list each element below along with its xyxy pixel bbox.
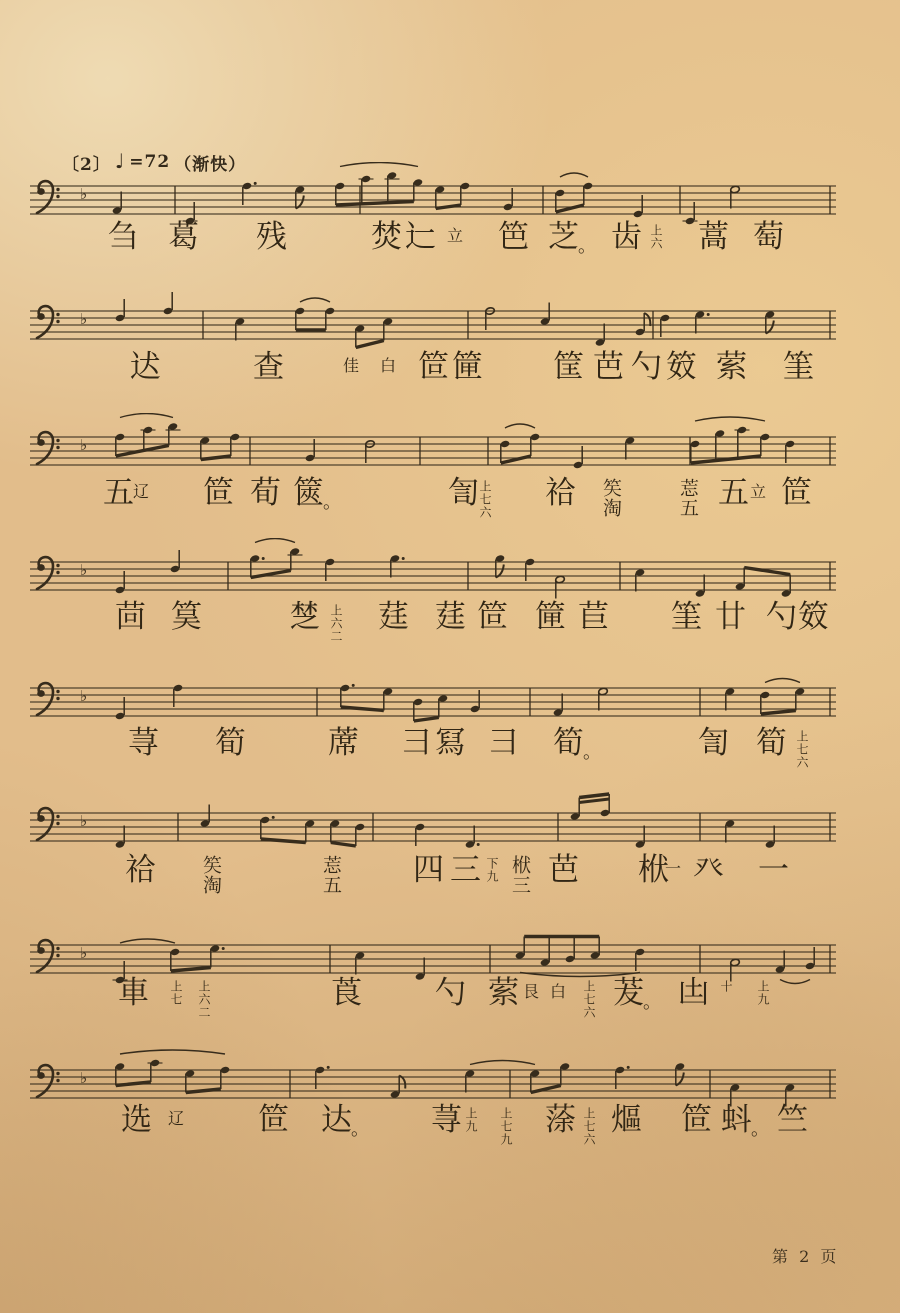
augmentation-dot <box>477 843 480 846</box>
jianzipu-glyph: 笸 <box>203 475 234 511</box>
beam <box>579 794 609 798</box>
jianzipu-glyph: 立 <box>750 482 767 501</box>
augmentation-dot <box>272 816 275 819</box>
jianzipu-glyph: 三 <box>450 852 481 888</box>
phrase-period: 。 <box>351 1119 369 1140</box>
eighth-note <box>210 944 225 952</box>
quarter-note <box>725 819 735 842</box>
finger-position-annotation: 上七六 <box>582 1107 596 1146</box>
beam <box>336 202 414 206</box>
jianzipu-glyph: 残 <box>256 219 287 255</box>
jianzipu-glyph: 立 <box>447 226 464 245</box>
quarter-note-icon: ♩ <box>114 149 126 173</box>
quarter-note <box>200 805 210 828</box>
note-flag <box>644 313 650 326</box>
beam <box>331 843 356 847</box>
flat-icon: ♭ <box>80 812 88 830</box>
jianzipu-glyph: 笯 <box>666 349 697 385</box>
beam <box>171 968 211 972</box>
jianzipu-glyph: 白 <box>380 356 397 375</box>
slur <box>120 414 173 418</box>
staff-system-7 <box>28 921 838 997</box>
slur <box>695 417 765 421</box>
jianzipu-glyph: 莛 <box>435 599 466 635</box>
jianzipu-glyph: 笶淘 <box>200 855 222 895</box>
jianzipu-glyph: 一 <box>758 852 789 888</box>
phrase-period: 。 <box>578 236 596 257</box>
slur <box>560 173 588 177</box>
finger-position-annotation: 上七六 <box>478 480 492 519</box>
jianzipu-glyph: 笸 <box>477 599 508 635</box>
flat-icon: ♭ <box>80 310 88 328</box>
slur <box>505 424 535 428</box>
finger-position-annotation: 上九 <box>464 1107 478 1133</box>
jianzipu-glyph: 白 <box>550 982 567 1001</box>
eighth-note <box>735 426 750 434</box>
flat-icon: ♭ <box>80 561 88 579</box>
jianzipu-glyph: 艮 <box>523 982 540 1001</box>
section-label: 〔2〕 <box>62 154 111 175</box>
quarter-note <box>595 324 605 347</box>
quarter-note <box>235 317 245 340</box>
jianzipu-glyph: 五 <box>718 475 749 511</box>
flat-icon: ♭ <box>80 687 88 705</box>
jianzipu-glyph: 筽 <box>171 599 202 635</box>
jianzipu-glyph: 芭 <box>593 349 624 385</box>
beam <box>341 707 384 711</box>
jianzipu-glyph: 廿 <box>715 599 746 635</box>
jianzipu-glyph: 勺 <box>435 975 466 1011</box>
augmentation-dot <box>402 557 405 560</box>
finger-position-annotation: 上六 <box>649 224 663 250</box>
quarter-note <box>415 958 425 981</box>
jianzipu-glyph: 凷 <box>678 975 709 1011</box>
jianzipu-glyph: 竺 <box>777 1102 808 1138</box>
jianzipu-glyph: 选 <box>121 1102 152 1138</box>
jianzipu-glyph: 笆 <box>498 219 529 255</box>
eighth-note <box>288 547 303 555</box>
augmentation-dot <box>352 684 355 687</box>
flat-icon: ♭ <box>80 1069 88 1087</box>
augmentation-dot <box>254 182 257 185</box>
slur <box>340 163 418 167</box>
jianzipu-glyph: 勺 <box>631 349 662 385</box>
jianzipu-glyph: 訇 <box>698 725 729 761</box>
jianzipu-glyph: 癶 <box>693 852 724 888</box>
quarter-note <box>465 1069 475 1092</box>
quarter-note <box>465 826 480 849</box>
slur <box>255 539 295 543</box>
beam <box>761 711 796 715</box>
staff-svg-7 <box>28 921 838 997</box>
beam <box>116 1082 151 1086</box>
finger-position-annotation: 上九 <box>756 980 770 1006</box>
jianzipu-glyph: 椘 <box>289 599 320 635</box>
eighth-note <box>765 310 775 333</box>
finger-position-annotation: 上七六 <box>582 980 596 1019</box>
staff-svg-3 <box>28 413 838 489</box>
augmentation-dot <box>222 947 225 950</box>
quarter-note <box>540 303 550 326</box>
augmentation-dot <box>707 313 710 316</box>
jianzipu-glyph: 蚪 <box>721 1102 752 1138</box>
jianzipu-glyph: 齿 <box>611 219 642 255</box>
beam <box>556 205 584 212</box>
tempo-value: =72 <box>129 152 171 172</box>
jianzipu-glyph: 笸 <box>681 1102 712 1138</box>
jianzipu-glyph: 祫 <box>545 475 576 511</box>
finger-position-annotation: 上七 <box>169 980 183 1006</box>
quarter-note <box>355 951 365 974</box>
jianzipu-glyph: 笶淘 <box>600 478 622 518</box>
quarter-note <box>695 575 705 598</box>
beam <box>201 456 231 460</box>
quarter-note <box>635 826 645 849</box>
jianzipu-glyph: 荨 <box>431 1102 462 1138</box>
finger-position-annotation: 十 <box>719 980 733 993</box>
finger-position-annotation: 上六二 <box>329 604 343 643</box>
beam <box>501 456 531 463</box>
jianzipu-glyph: 筪 <box>452 349 483 385</box>
eighth-note <box>148 1059 163 1067</box>
quarter-note <box>765 826 775 849</box>
jianzipu-glyph: 莛 <box>378 599 409 635</box>
jianzipu-glyph: 笸 <box>781 475 812 511</box>
quarter-note <box>553 694 563 717</box>
jianzipu-glyph: 苣 <box>578 599 609 635</box>
jianzipu-glyph: 荀 <box>250 475 281 511</box>
augmentation-dot <box>262 557 265 560</box>
jianzipu-glyph: 一 <box>665 859 682 878</box>
quarter-note <box>115 826 125 849</box>
half-note <box>598 687 608 710</box>
slur <box>120 1050 225 1054</box>
eighth-note <box>141 426 156 434</box>
staff-system-3 <box>28 413 838 489</box>
jianzipu-glyph: 葛 <box>168 219 199 255</box>
jianzipu-glyph: 熰 <box>611 1102 642 1138</box>
quarter-note <box>390 554 405 577</box>
quarter-note <box>775 951 785 974</box>
jianzipu-glyph: 辽 <box>133 482 150 501</box>
eighth-note <box>359 175 374 183</box>
jianzipu-glyph: 彐 <box>488 725 519 761</box>
jianzipu-glyph: 萄 <box>753 219 784 255</box>
jianzipu-glyph: 辷 <box>405 219 436 255</box>
beam <box>691 456 761 463</box>
quarter-note <box>163 292 173 315</box>
jianzipu-glyph: 栿三 <box>509 855 531 895</box>
jianzipu-glyph: 蒿 <box>698 219 729 255</box>
finger-position-annotation: 上七六 <box>795 730 809 769</box>
jianzipu-glyph: 勺 <box>766 599 797 635</box>
flat-icon: ♭ <box>80 185 88 203</box>
beam <box>414 718 439 722</box>
half-note <box>730 958 740 981</box>
beam-2 <box>579 799 609 803</box>
flat-icon: ♭ <box>80 944 88 962</box>
jianzipu-glyph: 筍 <box>756 725 787 761</box>
finger-position-annotation: 上七九 <box>499 1107 513 1146</box>
half-note <box>555 575 565 598</box>
finger-position-annotation: 上六二 <box>197 980 211 1019</box>
flat-icon: ♭ <box>80 436 88 454</box>
beam <box>356 341 384 348</box>
jianzipu-glyph: 刍 <box>108 219 139 255</box>
quarter-note <box>112 192 122 215</box>
jianzipu-glyph: 蓆 <box>328 725 359 761</box>
eighth-note <box>166 422 181 430</box>
quarter-note <box>635 568 645 591</box>
phrase-period: 。 <box>751 1119 769 1140</box>
jianzipu-glyph: 芭 <box>548 852 579 888</box>
jianzipu-glyph: 筍 <box>553 725 584 761</box>
jianzipu-glyph: 萦 <box>716 349 747 385</box>
eighth-note <box>495 554 505 577</box>
jianzipu-glyph: 筪 <box>535 599 566 635</box>
phrase-period: 。 <box>583 742 601 763</box>
slur <box>780 980 810 984</box>
jianzipu-glyph: 莣五 <box>677 478 699 518</box>
jianzipu-glyph: 五 <box>103 475 134 511</box>
jianzipu-glyph: 祫 <box>125 852 156 888</box>
slur <box>765 679 800 683</box>
eighth-note <box>295 185 305 208</box>
jianzipu-glyph: 車 <box>118 975 149 1011</box>
jianzipu-glyph: 筀 <box>671 599 702 635</box>
jianzipu-glyph: 筀 <box>783 349 814 385</box>
jianzipu-glyph: 荨 <box>128 725 159 761</box>
jianzipu-glyph: 栿 <box>638 852 669 888</box>
augmentation-dot <box>327 1066 330 1069</box>
jianzipu-glyph: 笸 <box>258 1102 289 1138</box>
beam <box>186 1089 221 1093</box>
jianzipu-glyph: 达 <box>321 1102 352 1138</box>
eighth-note <box>250 554 265 562</box>
jianzipu-glyph: 四 <box>413 852 444 888</box>
jianzipu-glyph: 茴 <box>115 599 146 635</box>
slur <box>470 1061 535 1065</box>
eighth-note <box>385 171 400 179</box>
jianzipu-glyph: 辽 <box>168 1109 185 1128</box>
jianzipu-glyph: 迖 <box>130 349 161 385</box>
page-number: 第 2 页 <box>772 1247 840 1266</box>
jianzipu-glyph: 笸 <box>418 349 449 385</box>
jianzipu-glyph: 莣五 <box>320 855 342 895</box>
jianzipu-glyph: 芝 <box>548 219 579 255</box>
jianzipu-glyph: 冩 <box>435 725 466 761</box>
half-note <box>730 185 740 208</box>
quarter-note <box>625 436 635 459</box>
augmentation-dot <box>627 1066 630 1069</box>
tempo-qualifier: （渐快） <box>174 154 247 175</box>
beam <box>436 205 461 209</box>
jianzipu-glyph: 筐 <box>553 349 584 385</box>
jianzipu-glyph: 茇 <box>613 975 644 1011</box>
jianzipu-glyph: 莨 <box>331 975 362 1011</box>
quarter-note <box>725 687 735 710</box>
jianzipu-glyph: 笯 <box>798 599 829 635</box>
jianzipu-glyph: 佳 <box>343 356 360 375</box>
finger-position-annotation: 下九 <box>485 857 499 883</box>
eighth-note <box>675 1062 685 1085</box>
jianzipu-glyph: 筍 <box>215 725 246 761</box>
jianzipu-glyph: 萦 <box>488 975 519 1011</box>
jianzipu-glyph: 蒤 <box>545 1102 576 1138</box>
phrase-period: 。 <box>643 992 661 1013</box>
beam <box>261 839 306 843</box>
jianzipu-glyph: 訇 <box>448 475 479 511</box>
eighth-note <box>390 1076 405 1099</box>
phrase-period: 。 <box>323 492 341 513</box>
quarter-note <box>695 310 710 333</box>
jianzipu-glyph: 篋 <box>293 475 324 511</box>
slur <box>120 939 175 943</box>
jianzipu-glyph: 查 <box>253 349 284 385</box>
slur <box>300 298 330 302</box>
jianzipu-glyph: 焚 <box>371 219 402 255</box>
jianzipu-glyph: 彐 <box>401 725 432 761</box>
